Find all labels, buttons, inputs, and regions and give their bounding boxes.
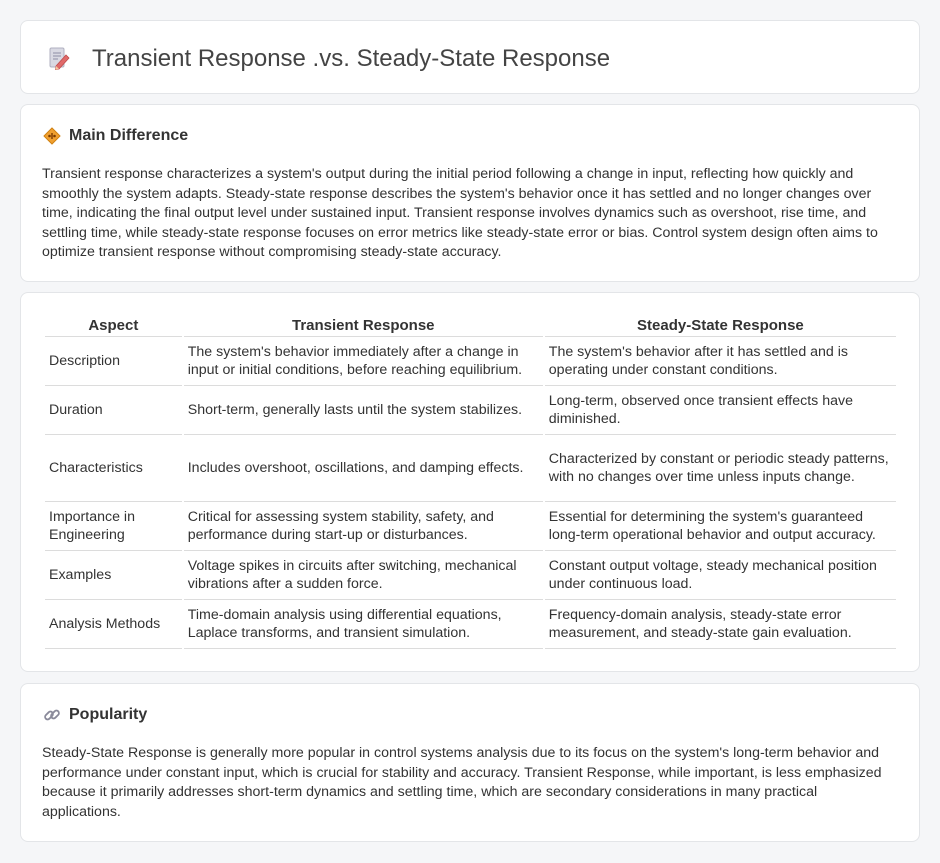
popularity-text: Steady-State Response is generally more popular in control systems analysis due to its focus on the system's long-term behavior and performance under constant input, which is crucial for stability and accuracy. Transient Response, while important, is less emphasized because it primarily addresses short-term dynamics and settling time, which are secondary considerations in many practical applications. [42, 745, 882, 820]
main-difference-text: Transient response characterizes a system's output during the initial period following a change in input, reflecting how quickly and smoothly the system adapts. Steady-state response describes the system's behavior once it has settled and no longer changes over time, indicating the final output level under sustained input. Transient response involves dynamics such as overshoot, rise time, and settling time, while steady-state response focuses on error metrics like steady-state error or bias. Control system design often aims to optimize transient response without compromising steady-state accuracy. [42, 166, 878, 260]
table-cell-steady-state: Long-term, observed once transient effects have diminished. [545, 386, 896, 435]
document-pencil-icon [47, 46, 71, 70]
main-difference-card [20, 104, 920, 282]
table-header-steady-state: Steady-State Response [545, 315, 896, 337]
table-row [45, 337, 896, 386]
table-cell-steady-state: Constant output voltage, steady mechanical position under continuous load. [545, 551, 896, 600]
table-header-aspect: Aspect [45, 315, 182, 337]
table-header-transient: Transient Response [184, 315, 543, 337]
header-card [20, 20, 920, 94]
table-cell-transient: The system's behavior immediately after a change in input or initial conditions, before reaching equilibrium. [184, 337, 543, 386]
table-cell-aspect: Analysis Methods [45, 600, 182, 649]
table-cell-transient: Voltage spikes in circuits after switching, mechanical vibrations after a sudden force. [184, 551, 543, 600]
link-icon [43, 706, 61, 724]
main-difference-title: Main Difference [69, 127, 189, 144]
table-cell-steady-state: Frequency-domain analysis, steady-state error measurement, and steady-state gain evaluation. [545, 600, 896, 649]
table-cell-steady-state: Characterized by constant or periodic steady patterns, with no changes over time unless inputs change. [545, 435, 896, 502]
table-row [45, 386, 896, 435]
table-cell-aspect: Description [45, 337, 182, 386]
table-cell-steady-state: Essential for determining the system's guaranteed long-term operational behavior and output accuracy. [545, 502, 896, 551]
table-cell-aspect: Duration [45, 386, 182, 435]
table-cell-steady-state: The system's behavior after it has settled and is operating under constant conditions. [545, 337, 896, 386]
table-row [45, 435, 896, 502]
table-cell-aspect: Importance in Engineering [45, 502, 182, 551]
table-row [45, 551, 896, 600]
table-row [45, 600, 896, 649]
comparison-table-card [20, 292, 920, 672]
table-cell-aspect: Characteristics [45, 435, 182, 502]
table-cell-transient: Critical for assessing system stability, safety, and performance during start-up or disturbances. [184, 502, 543, 551]
popularity-title: Popularity [69, 706, 148, 723]
table-row [45, 502, 896, 551]
table-cell-transient: Time-domain analysis using differential equations, Laplace transforms, and transient simulation. [184, 600, 543, 649]
main-difference-heading [43, 127, 188, 145]
table-cell-transient: Short-term, generally lasts until the system stabilizes. [184, 386, 543, 435]
comparison-table [43, 315, 898, 649]
table-cell-aspect: Examples [45, 551, 182, 600]
page-title: Transient Response .vs. Steady-State Response [92, 45, 611, 72]
table-header-row [45, 315, 896, 337]
popularity-card [20, 683, 920, 842]
diamond-sign-icon [43, 127, 61, 145]
popularity-heading [43, 706, 147, 724]
table-cell-transient: Includes overshoot, oscillations, and damping effects. [184, 435, 543, 502]
